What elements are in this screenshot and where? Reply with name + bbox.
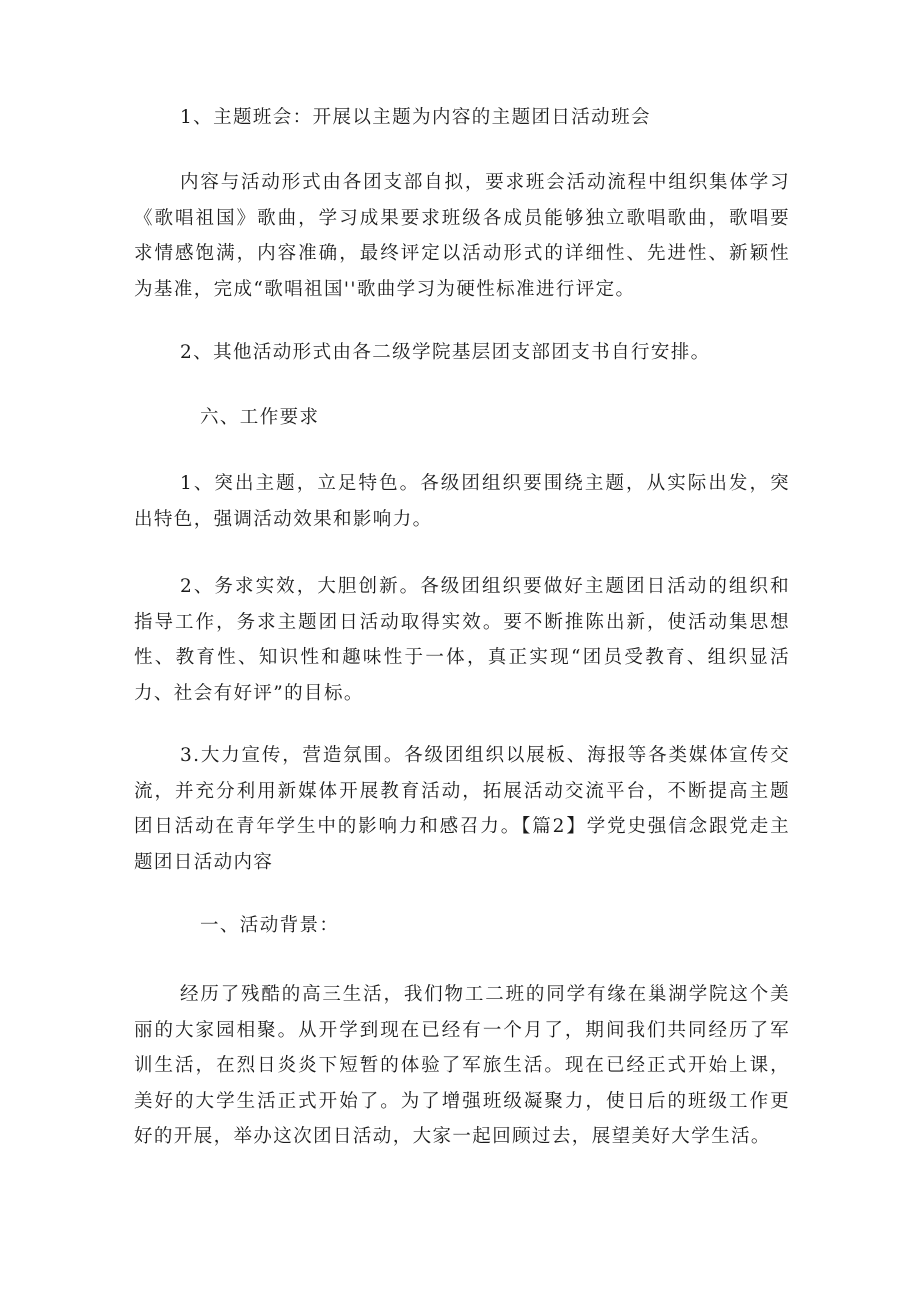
- section-heading-work-requirements: 六、工作要求: [200, 407, 320, 428]
- paragraph-other-activities: 2、其他活动形式由各二级学院基层团支部团支书自行安排。: [180, 342, 711, 363]
- paragraph-requirement-3: 3.大力宣传，营造氛围。各级团组织以展板、海报等各类媒体宣传交流，并充分利用新媒体开展教育活动，拓展活动交流平台，不断提高主题团日活动在青年学生中的影响力和感召力。【篇2】学党史强信念跟党走主题团日活动内容: [134, 745, 790, 873]
- paragraph-requirement-2: 2、务求实效，大胆创新。各级团组织要做好主题团日活动的组织和指导工作，务求主题团日活动取得实效。要不断推陈出新，使活动集思想性、教育性、知识性和趣味性于一体，真正实现“团员受教育、组织显活力、社会有好评”的目标。: [134, 576, 790, 704]
- paragraph-background: 经历了残酷的高三生活，我们物工二班的同学有缘在巢湖学院这个美丽的大家园相聚。从开学到现在已经有一个月了，期间我们共同经历了军训生活，在烈日炎炎下短暂的体验了军旅生活。现在已经正式开始上课，美好的大学生活正式开始了。为了增强班级凝聚力，使日后的班级工作更好的开展，举办这次团日活动，大家一起回顾过去，展望美好大学生活。: [134, 984, 790, 1147]
- paragraph-theme-class-meeting: 1、主题班会：开展以主题为内容的主题团日活动班会: [180, 107, 651, 128]
- paragraph-requirement-1: 1、突出主题，立足特色。各级团组织要围绕主题，从实际出发，突出特色，强调活动效果和影响力。: [134, 473, 790, 530]
- section-heading-background: 一、活动背景：: [200, 915, 340, 936]
- paragraph-activity-content: 内容与活动形式由各团支部自拟，要求班会活动流程中组织集体学习《歌唱祖国》歌曲，学习成果要求班级各成员能够独立歌唱歌曲，歌唱要求情感饱满，内容准确，最终评定以活动形式的详细性、先进性、新颖性为基准，完成“歌唱祖国''歌曲学习为硬性标准进行评定。: [134, 172, 790, 300]
